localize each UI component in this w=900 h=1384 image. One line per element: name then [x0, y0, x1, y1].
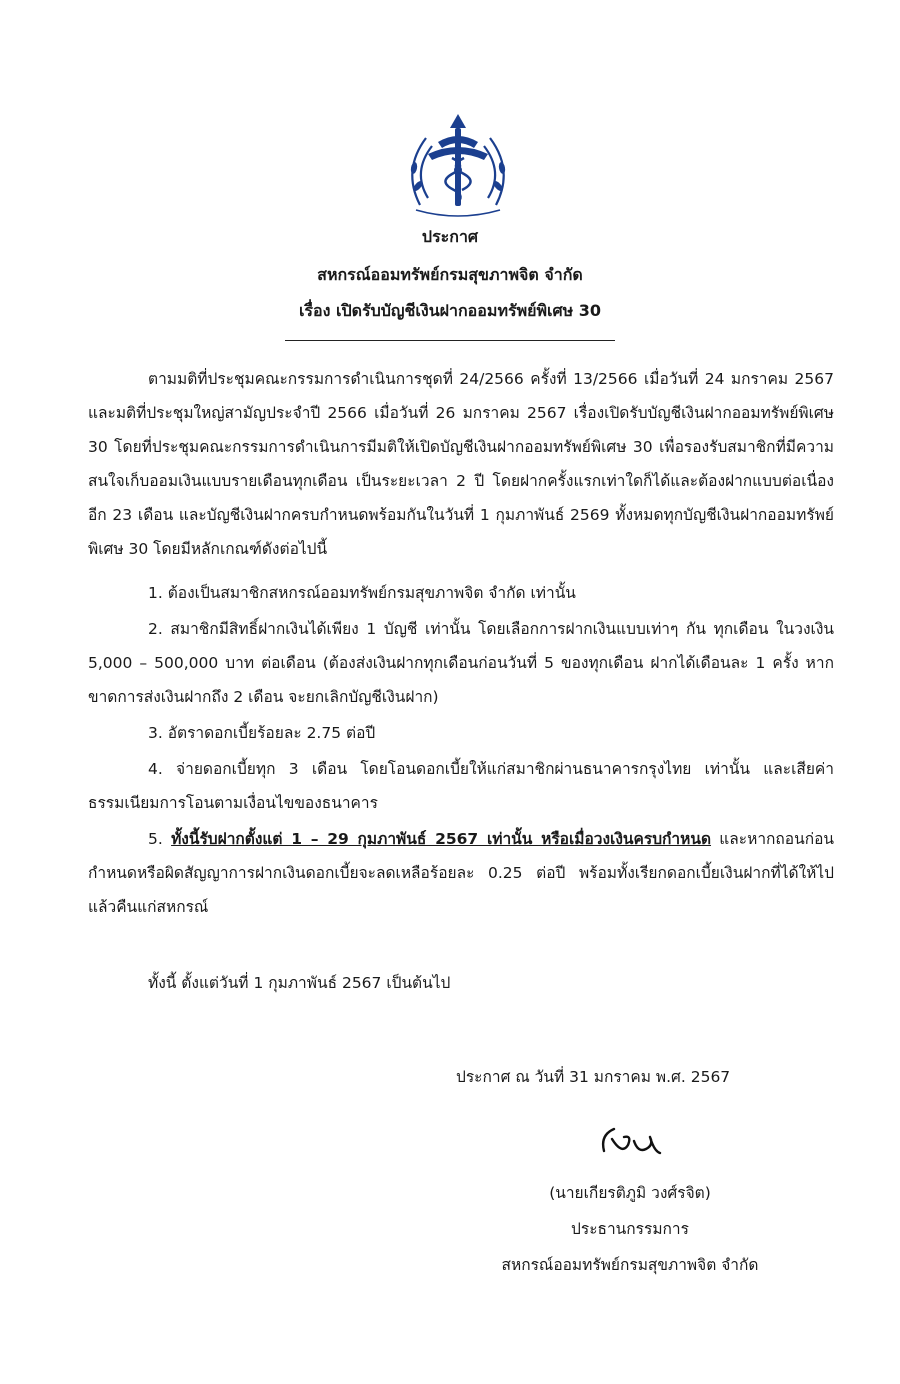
criterion-3: 3. อัตราดอกเบี้ยร้อยละ 2.75 ต่อปี — [148, 724, 376, 742]
criterion-5-number: 5. — [148, 830, 172, 848]
announcement-date: ประกาศ ณ วันที่ 31 มกราคม พ.ศ. 2567 — [456, 1068, 731, 1086]
announcement-heading: ประกาศ — [421, 227, 479, 246]
cooperative-emblem-icon — [398, 110, 518, 220]
signatory-name: (นายเกียรติภูมิ วงศ์รจิต) — [549, 1184, 711, 1202]
divider — [285, 340, 615, 341]
subject-line: เรื่อง เปิดรับบัญชีเงินฝากออมทรัพย์พิเศษ 30 — [298, 301, 602, 320]
organization-name: สหกรณ์ออมทรัพย์กรมสุขภาพจิต จำกัด — [317, 265, 583, 284]
signatory-organization: สหกรณ์ออมทรัพย์กรมสุขภาพจิต จำกัด — [501, 1256, 759, 1274]
intro-paragraph: ตามมติที่ประชุมคณะกรรมการดำเนินการชุดที่ 24/2566 ครั้งที่ 13/2566 เมื่อวันที่ 24 มกราคม 2567 และมติที่ประชุมใหญ่สามัญประจำปี 2566 เมื่อวันที่ 26 มกราคม 2567 เรื่องเปิดรับบัญชีเงินฝากออมทรัพย์พิเศษ 30 โดยที่ประชุมคณะกรรมการดำเนินการมีมติให้เปิดบัญชีเงินฝากออมทรัพย์พิเศษ 30 เพื่อรองรับสมาชิกที่มีความสนใจเก็บออมเงินแบบรายเดือนทุกเดือน เป็นระยะเวลา 2 ปี โดยฝากครั้งแรกเท่าใดก็ได้และต้องฝากแบบต่อเนื่องอีก 23 เดือน และบัญชีเงินฝากครบกำหนดพร้อมกันในวันที่ 1 กุมภาพันธ์ 2569 ทั้งหมดทุกบัญชีเงินฝากออมทรัพย์พิเศษ 30 โดยมีหลักเกณฑ์ดังต่อไปนี้ — [88, 370, 834, 558]
signature-icon — [598, 1115, 678, 1165]
criterion-5-text: และหากถอนก่อนกำหนดหรือผิดสัญญาการฝากเงินดอกเบี้ยจะลดเหลือร้อยละ 0.25 ต่อปี พร้อมทั้งเรียกดอกเบี้ยเงินฝากที่ได้ให้ไปแล้วคืนแก่สหกรณ์ — [88, 830, 834, 916]
criterion-5 — [88, 822, 834, 924]
effective-date: ทั้งนี้ ตั้งแต่วันที่ 1 กุมภาพันธ์ 2567 เป็นต้นไป — [148, 974, 451, 992]
signatory-title: ประธานกรรมการ — [571, 1220, 689, 1238]
criterion-4: 4. จ่ายดอกเบี้ยทุก 3 เดือน โดยโอนดอกเบี้ยให้แก่สมาชิกผ่านธนาคารกรุงไทย เท่านั้น และเสียค่าธรรมเนียมการโอนตามเงื่อนไขของธนาคาร — [88, 760, 834, 812]
criterion-2: 2. สมาชิกมีสิทธิ์ฝากเงินได้เพียง 1 บัญชี เท่านั้น โดยเลือกการฝากเงินแบบเท่าๆ กัน ทุกเดือน ในวงเงิน 5,000 – 500,000 บาท ต่อเดือน (ต้องส่งเงินฝากทุกเดือนก่อนวันที่ 5 ของทุกเดือน ฝากได้เดือนละ 1 ครั้ง หากขาดการส่งเงินฝากถึง 2 เดือน จะยกเลิกบัญชีเงินฝาก) — [88, 620, 834, 706]
criterion-1: 1. ต้องเป็นสมาชิกสหกรณ์ออมทรัพย์กรมสุขภาพจิต จำกัด เท่านั้น — [148, 584, 576, 602]
criterion-5-emphasis: ทั้งนี้รับฝากตั้งแต่ 1 – 29 กุมภาพันธ์ 2567 เท่านั้น หรือเมื่อวงเงินครบกำหนด — [171, 830, 712, 848]
